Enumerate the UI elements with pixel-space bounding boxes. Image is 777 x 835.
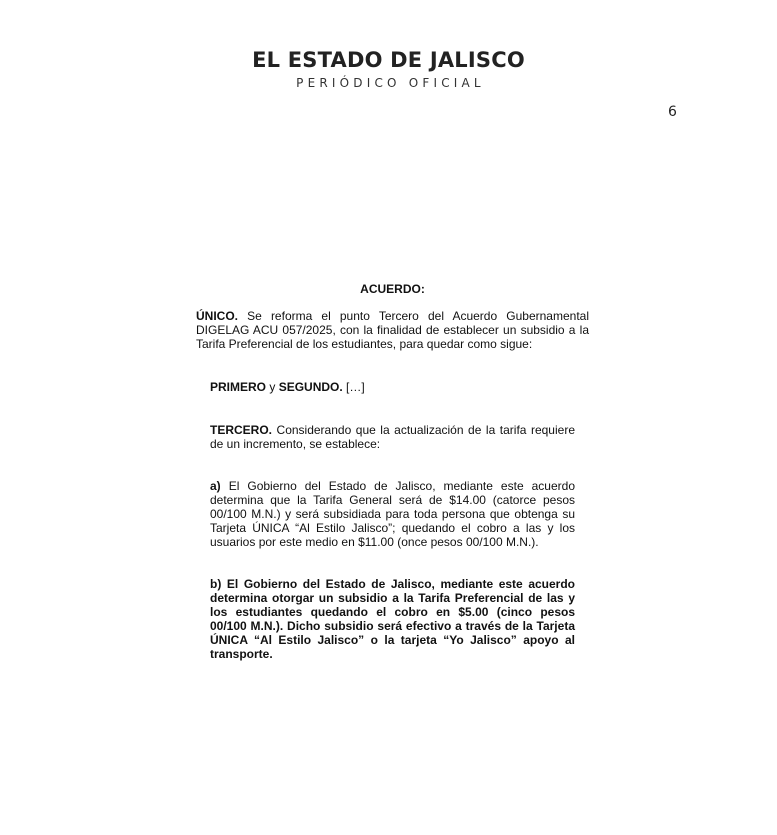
label-primero: PRIMERO bbox=[210, 380, 267, 394]
text-primero: […] bbox=[342, 380, 365, 394]
label-unico: ÚNICO. bbox=[196, 309, 238, 323]
label-item-a: a) bbox=[210, 479, 221, 493]
paragraph-item-a bbox=[210, 479, 575, 549]
text-item-b: El Gobierno del Estado de Jalisco, mediante este acuerdo determina otorgar un subsidio a la Tarifa Preferencial de las y los estudiantes quedando el cobro en $5.00 (cinco pesos 00/100 M.N.). Dicho subsidio será efectivo a través de la Tarjeta ÚNICA “Al Estilo Jalisco” o la tarjeta “Yo Jalisco” apoyo al transporte. bbox=[210, 577, 575, 661]
label-segundo: SEGUNDO. bbox=[278, 380, 343, 394]
paragraph-tercero bbox=[210, 423, 575, 451]
text-item-a: El Gobierno del Estado de Jalisco, mediante este acuerdo determina que la Tarifa General será de $14.00 (catorce pesos 00/100 M.N.) y será subsidiada para toda persona que obtenga su Tarjeta ÚNICA “Al Estilo Jalisco”; quedando el cobro a las y los usuarios por este medio en $11.00 (once pesos 00/100 M.N.). bbox=[210, 479, 575, 549]
masthead-subtitle: PERIÓDICO OFICIAL bbox=[296, 76, 485, 90]
paragraph-primero bbox=[210, 380, 575, 394]
masthead bbox=[0, 47, 777, 91]
label-item-b: b) bbox=[210, 577, 222, 591]
paragraph-unico bbox=[196, 309, 589, 351]
document-heading: ACUERDO: bbox=[360, 282, 425, 296]
masthead-title: EL ESTADO DE JALISCO bbox=[252, 48, 525, 72]
label-tercero: TERCERO. bbox=[210, 423, 273, 437]
page-number: 6 bbox=[668, 104, 677, 120]
paragraph-item-b bbox=[210, 577, 575, 661]
joiner-primero: y bbox=[266, 380, 279, 394]
text-tercero: Considerando que la actualización de la tarifa requiere de un incremento, se establece: bbox=[210, 423, 575, 451]
text-unico: Se reforma el punto Tercero del Acuerdo Gubernamental DIGELAG ACU 057/2025, con la finalidad de establecer un subsidio a la Tarifa Preferencial de los estudiantes, para quedar como sigue: bbox=[196, 309, 589, 351]
